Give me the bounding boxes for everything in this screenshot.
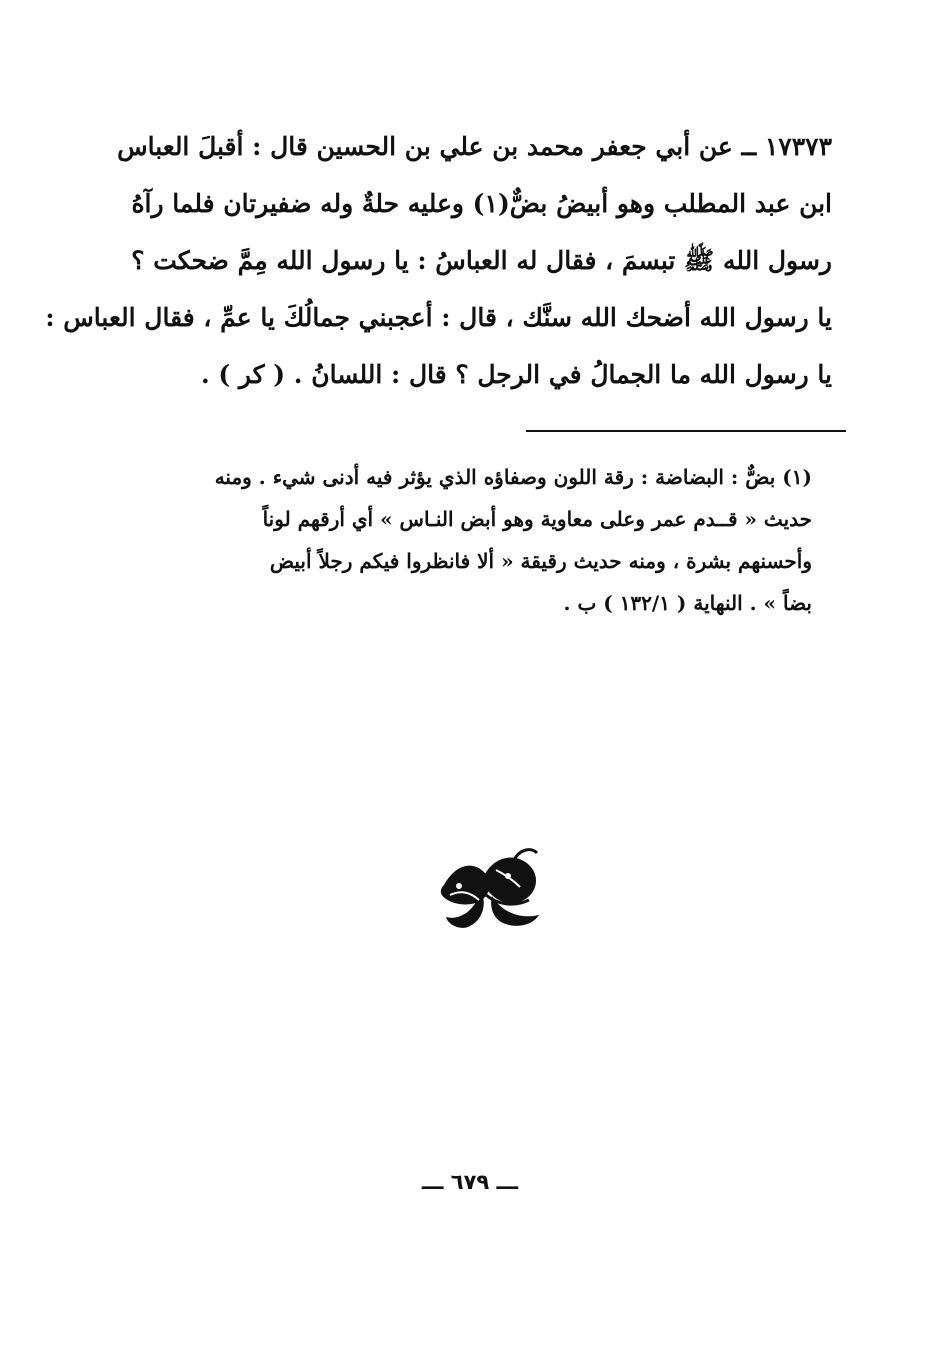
footnote bbox=[138, 456, 812, 624]
footnote-line: وأحسنهم بشرة ، ومنه حديث رقيقة « ألا فانظروا فيكم رجلاً أبيض bbox=[269, 549, 812, 573]
footnote-line: بضاً » . النهاية ( ١٣٢/١ ) ب . bbox=[563, 591, 812, 615]
hadith-line: رسول الله ﷺ تبسمَ ، فقال له العباسُ : يا رسول الله مِمَّ ضحكت ؟ bbox=[131, 246, 832, 275]
footnote-separator bbox=[526, 430, 846, 432]
page-number: ـــ ٦٧٩ ـــ bbox=[421, 1170, 519, 1194]
hadith-line: يا رسول الله ما الجمالُ في الرجل ؟ قال : اللسانُ . ( كر ) . bbox=[200, 360, 832, 389]
hadith-line: ابن عبد المطلب وهو أبيضُ بضٌّ(١) وعليه حلةٌ وله ضفيرتان فلما رآهُ bbox=[131, 189, 832, 218]
floral-ornament-icon bbox=[436, 845, 548, 931]
footnote-line: حديث « قــدم عمر وعلى معاوية وهو أبض النـاس » أي أرقهم لوناً bbox=[262, 507, 812, 531]
hadith-line: ١٧٣٧٣ ــ عن أبي جعفر محمد بن علي بن الحسين قال : أقبلَ العباس bbox=[117, 132, 832, 161]
footnote-line: (١) بضٌّ : البضاضة : رقة اللون وصفاؤه الذي يؤثر فيه أدنى شيء . ومنه bbox=[214, 465, 812, 489]
hadith-text bbox=[45, 118, 832, 403]
hadith-line: يا رسول الله أضحك الله سنَّك ، قال : أعجبني جمالُكَ يا عمِّ ، فقال العباس : bbox=[45, 303, 832, 332]
